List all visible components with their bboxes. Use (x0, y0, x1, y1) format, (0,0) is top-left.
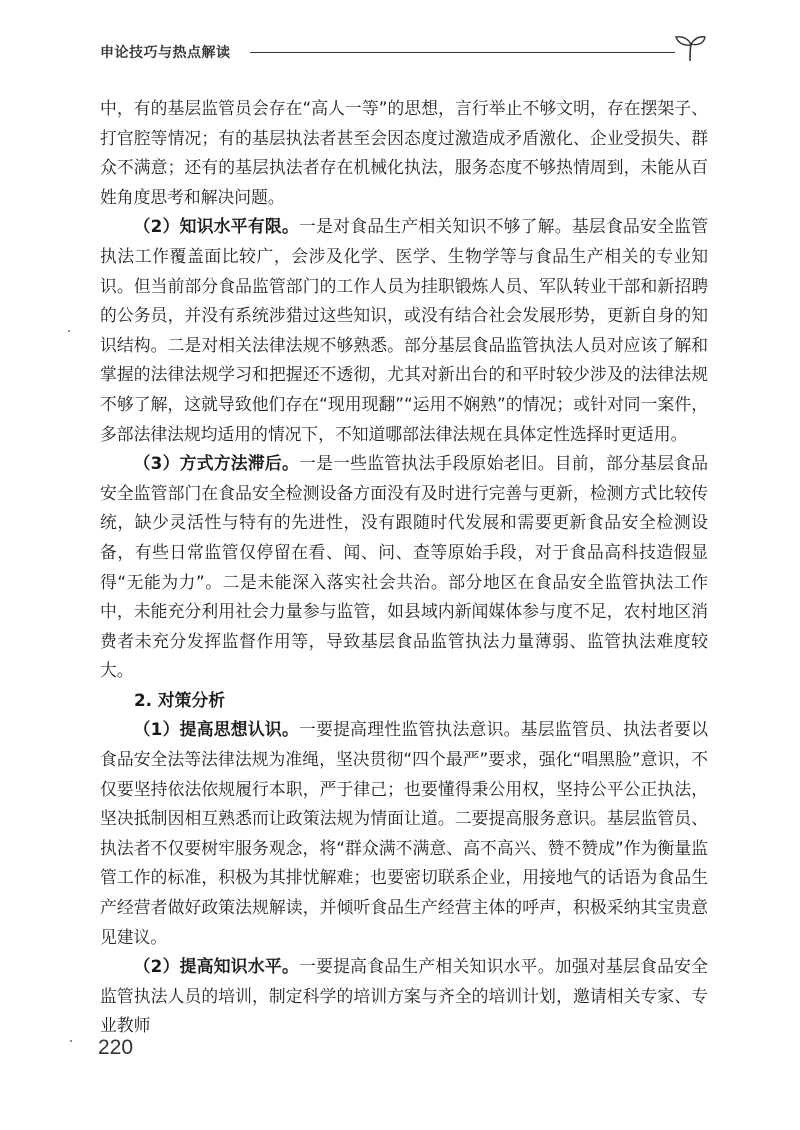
paragraph-methods (100, 449, 708, 686)
page-body (100, 94, 708, 1041)
running-header-title: 申论技巧与热点解读 (100, 45, 231, 61)
paragraph-lead: （3）方式方法滞后。 (133, 453, 300, 474)
scan-speck (70, 1040, 72, 1042)
paragraph-text: 一是一些监管执法手段原始老旧。目前，部分基层食品安全监管部门在食品安全检测设备方面没有及时进行完善与更新，检测方式比较传统，缺少灵活性与特有的先进性，没有跟随时代发展和需要更新食品安全检测设备，有些日常监管仅停留在看、闻、问、查等原始手段，对于食品高科技造假显得“无能为力”。二是未能深入落实社会共治。部分地区在食品安全监管执法工作中，未能充分利用社会力量参与监管，如县域内新闻媒体参与度不足，农村地区消费者未充分发挥监督作用等，导致基层食品监管执法力量薄弱、监管执法难度较大。 (100, 453, 708, 681)
paragraph-text: 一要提高食品生产相关知识水平。加强对基层食品安全监管执法人员的培训，制定科学的培训方案与齐全的培训计划，邀请相关专家、专业教师 (100, 956, 708, 1036)
page-number: 220 (98, 1036, 134, 1059)
paragraph-lead: （2）知识水平有限。 (133, 216, 300, 237)
sprout-icon (673, 34, 707, 62)
paragraph-continuation (100, 94, 708, 212)
section-heading: 2. 对策分析 (134, 689, 226, 710)
paragraph-knowledge-level (100, 212, 708, 449)
paragraph-text: 一是对食品生产相关知识不够了解。基层食品安全监管执法工作覆盖面比较广，会涉及化学、医学、生物学等与食品生产相关的专业知识。但当前部分食品监管部门的工作人员为挂职锻炼人员、军队转业干部和新招聘的公务员，并没有系统涉猎过这些知识，或没有结合社会发展形势，更新自身的知识结构。二是对相关法律法规不够熟悉。部分基层食品监管执法人员对应该了解和掌握的法律法规学习和把握还不透彻，尤其对新出台的和平时较少涉及的法律法规不够了解，这就导致他们存在“现用现翻”“运用不娴熟”的情况；或针对同一案件，多部法律法规均适用的情况下，不知道哪部法律法规在具体定性选择时更适用。 (100, 216, 708, 444)
paragraph-lead: （1）提高思想认识。 (133, 719, 300, 740)
paragraph-lead: （2）提高知识水平。 (133, 956, 300, 977)
paragraph-raise-awareness (100, 715, 708, 952)
paragraph-text: 一要提高理性监管执法意识。基层监管员、执法者要以食品安全法等法律法规为准绳，坚决贯彻“四个最严”要求，强化“唱黑脸”意识，不仅要坚持依法依规履行本职，严于律己；也要懂得秉公用权，坚持公平公正执法，坚决抵制因相互熟悉而让政策法规为情面让道。二要提高服务意识。基层监管员、执法者不仅要树牢服务观念，将“群众满不满意、高不高兴、赞不赞成”作为衡量监管工作的标准，积极为其排忧解难；也要密切联系企业，用接地气的话语为食品生产经营者做好政策法规解读，并倾听食品生产经营主体的呼声，积极采纳其宝贵意见建议。 (100, 719, 708, 947)
paragraph-raise-knowledge (100, 952, 708, 1041)
paragraph-text: 中，有的基层监管员会存在“高人一等”的思想，言行举止不够文明，存在摆架子、打官腔等情况；有的基层执法者甚至会因态度过激造成矛盾激化、企业受损失、群众不满意；还有的基层执法者存在机械化执法，服务态度不够热情周到，未能从百姓角度思考和解决问题。 (100, 98, 708, 207)
scan-speck (68, 330, 70, 332)
running-header (100, 34, 700, 64)
header-rule (250, 52, 675, 53)
